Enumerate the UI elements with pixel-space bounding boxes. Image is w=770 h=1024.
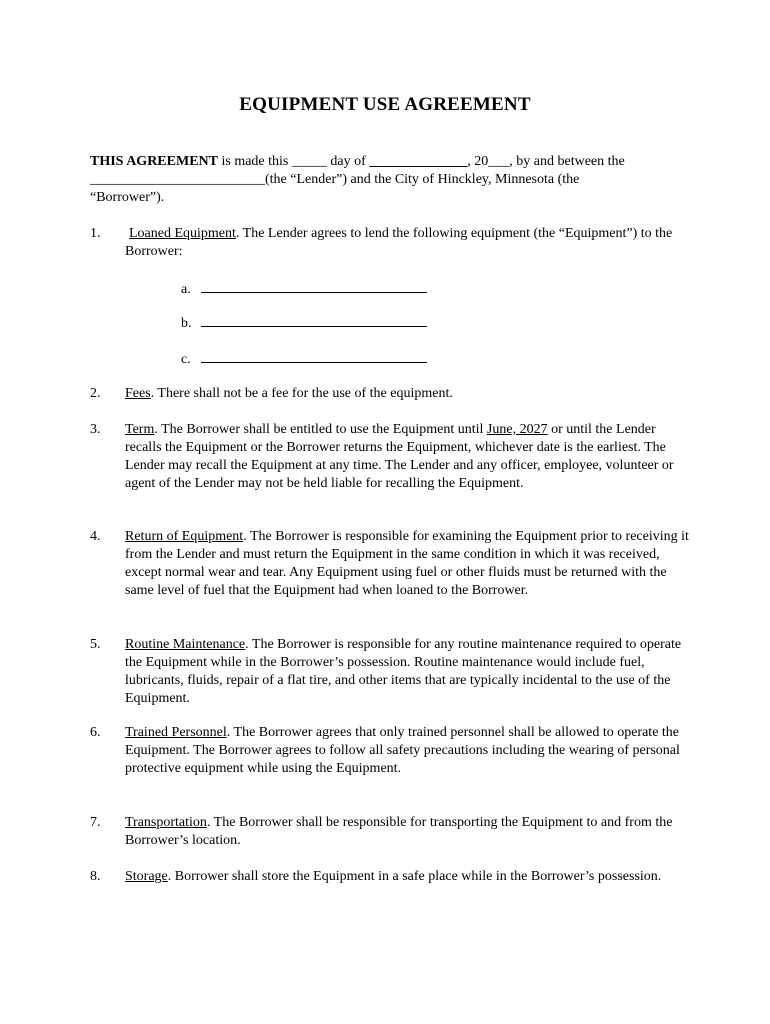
section-text: . Borrower shall store the Equipment in a safe place while in the Borrower’s possession. <box>167 869 662 884</box>
section-number: 3. <box>90 422 101 437</box>
section-number: 2. <box>90 386 101 401</box>
equipment-item-c <box>181 350 427 369</box>
section-number: 4. <box>90 529 101 544</box>
equipment-item-label: a. <box>181 282 191 297</box>
section-6 <box>90 724 690 778</box>
lender-blank[interactable]: _________________________ <box>90 172 265 187</box>
section-heading: Storage <box>125 869 168 884</box>
section-heading: Transportation <box>125 815 207 830</box>
section-heading: Return of Equipment <box>125 529 244 544</box>
section-number: 8. <box>90 869 101 884</box>
section-3 <box>90 421 690 493</box>
month-blank[interactable]: ______________ <box>369 154 468 169</box>
intro-text-3: , 20 <box>467 154 489 169</box>
section-heading: Trained Personnel <box>125 725 227 740</box>
equipment-item-label: c. <box>181 352 191 367</box>
section-text: . The Borrower agrees that only trained personnel shall be allowed to operate the Equipment. The Borrower agrees to follow all safety precautions including the wearing of personal protective equipment while using the Equipment. <box>125 725 680 776</box>
equipment-item-a <box>181 280 427 299</box>
equipment-item-line[interactable] <box>201 280 427 293</box>
section-number: 5. <box>90 637 101 652</box>
section-heading: Loaned Equipment <box>129 226 236 241</box>
section-number: 1. <box>90 226 101 241</box>
equipment-item-label: b. <box>181 316 192 331</box>
section-text: . There shall not be a fee for the use of the equipment. <box>150 386 453 401</box>
day-blank[interactable]: _____ <box>291 154 327 169</box>
intro-text-2: day of <box>326 154 370 169</box>
section-text: . The Lender agrees to lend the following equipment (the “Equipment”) to the Borrower: <box>125 226 673 259</box>
section-7 <box>90 814 690 850</box>
term-date: June, 2027 <box>486 422 548 437</box>
intro-paragraph <box>90 153 690 207</box>
year-blank[interactable]: ___ <box>488 154 510 169</box>
document-title: EQUIPMENT USE AGREEMENT <box>239 94 531 115</box>
intro-text-1: is made this <box>217 154 292 169</box>
section-text: . The Borrower shall be responsible for transporting the Equipment to and from the Borrower’s location. <box>125 815 673 848</box>
intro-text-6: “Borrower”). <box>90 190 165 205</box>
section-1 <box>90 225 690 261</box>
section-heading: Routine Maintenance <box>125 637 246 652</box>
section-text: . The Borrower is responsible for any routine maintenance required to operate the Equipment while in the Borrower’s possession. Routine maintenance would include fuel, lubricants, fluids, repair of a flat tire, and other items that are typically incidental to the use of the Equipment. <box>125 637 682 706</box>
section-5 <box>90 636 690 708</box>
equipment-item-b <box>181 314 427 333</box>
section-8 <box>90 868 690 886</box>
section-heading: Fees <box>125 386 151 401</box>
equipment-item-line[interactable] <box>201 314 427 327</box>
section-2 <box>90 385 690 403</box>
section-number: 7. <box>90 815 101 830</box>
intro-text-5: (the “Lender”) and the City of Hinckley, Minnesota (the <box>265 172 580 187</box>
section-heading: Term <box>125 422 155 437</box>
intro-lead: THIS AGREEMENT <box>90 154 218 169</box>
section-number: 6. <box>90 725 101 740</box>
section-text: or until the Lender recalls the Equipment or the Borrower returns the Equipment, whichever date is the earliest. The Lender may recall the Equipment at any time. The Lender and any officer, employee, volunteer or agent of the Lender may not be held liable for recalling the Equipment. <box>125 422 674 491</box>
section-4 <box>90 528 690 600</box>
section-text: . The Borrower is responsible for examining the Equipment prior to receiving it from the Lender and must return the Equipment in the same condition in which it was received, except normal wear and tear. Any Equipment using fuel or other fluids must be returned with the same level of fuel that the Equipment had when loaned to the Borrower. <box>125 529 689 598</box>
section-text: . The Borrower shall be entitled to use the Equipment until <box>154 422 487 437</box>
intro-text-4: , by and between the <box>509 154 625 169</box>
equipment-item-line[interactable] <box>201 350 427 363</box>
